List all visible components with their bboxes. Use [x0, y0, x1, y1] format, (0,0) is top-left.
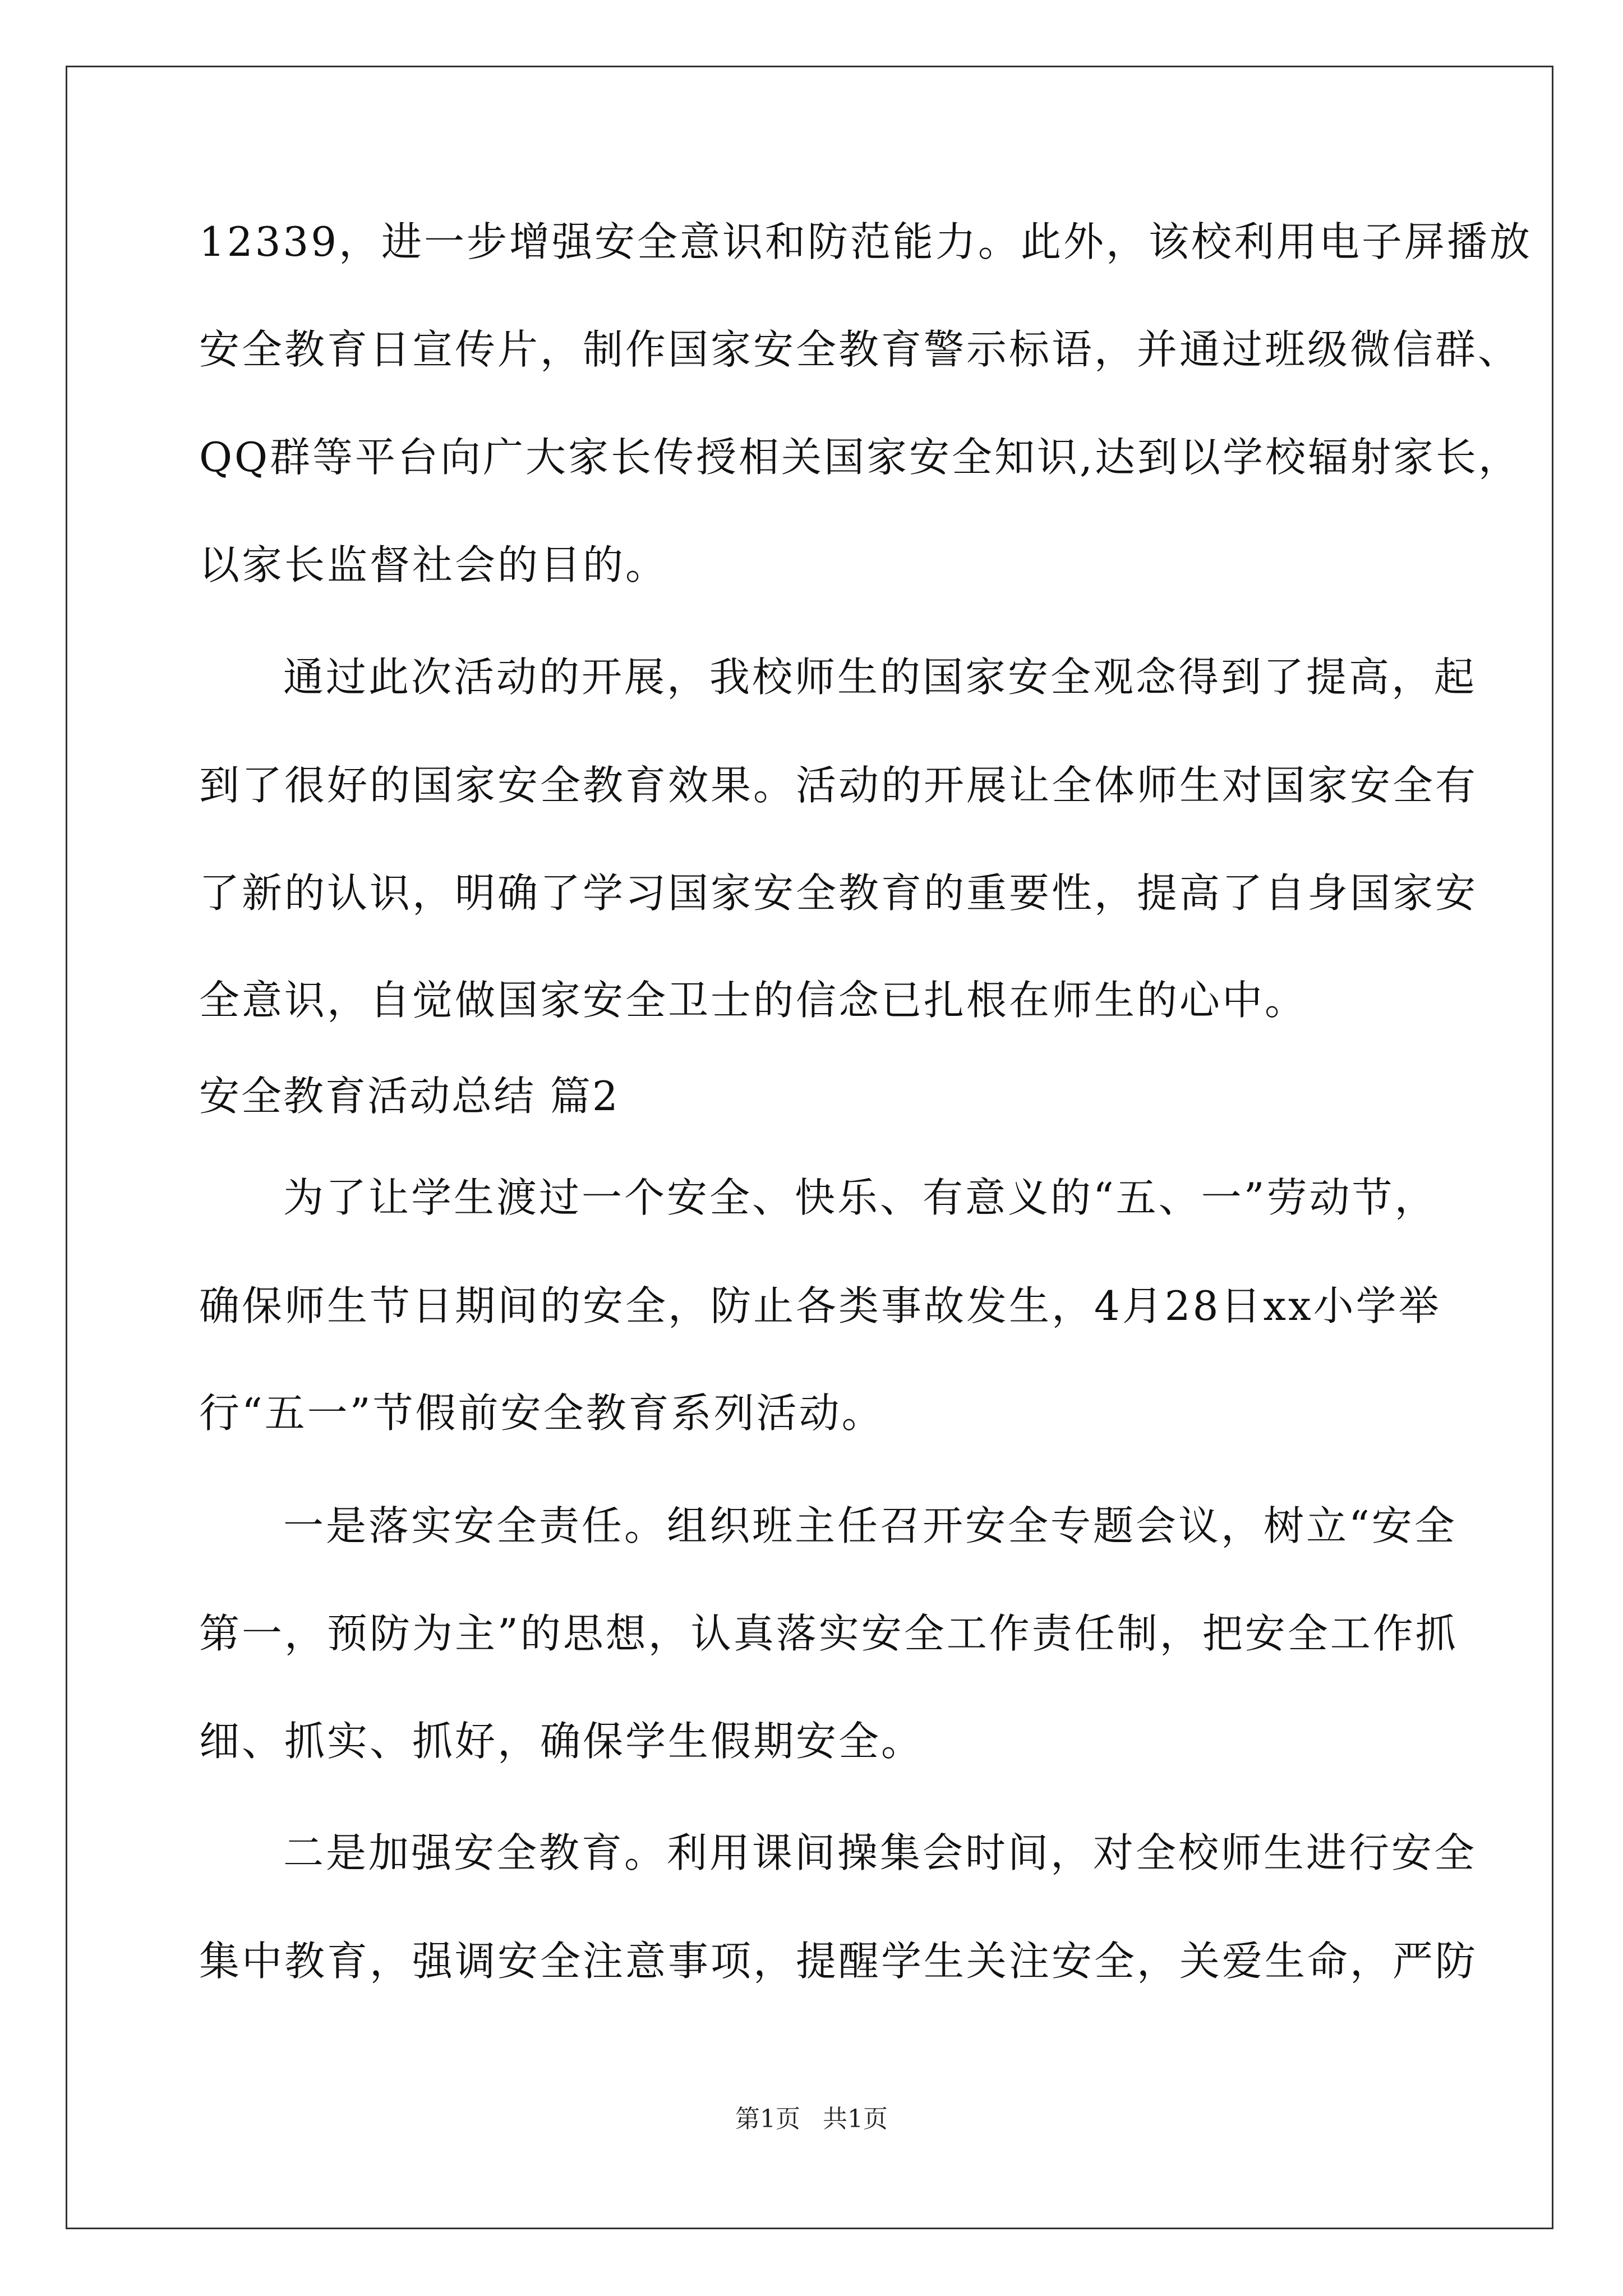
text-line: 安全教育日宣传片，制作国家安全教育警示标语，并通过班级微信群、 — [199, 326, 1521, 373]
page-number: 第1页 — [735, 2105, 800, 2133]
paragraph-first-line: 通过此次活动的开展，我校师生的国家安全观念得到了提高，起 — [283, 654, 1477, 701]
text-line: 第一，预防为主”的思想，认真落实安全工作责任制，把安全工作抓 — [199, 1610, 1458, 1657]
text-line: 细、抓实、抓好，确保学生假期安全。 — [199, 1718, 924, 1765]
paragraph-first-line: 二是加强安全教育。利用课间操集会时间，对全校师生进行安全 — [283, 1829, 1477, 1876]
text-line: 12339，进一步增强安全意识和防范能力。此外，该校利用电子屏播放 — [199, 218, 1533, 265]
text-line: 集中教育，强调安全注意事项，提醒学生关注安全，关爱生命，严防 — [199, 1938, 1478, 1985]
text-line: QQ群等平台向广大家长传授相关国家安全知识,达到以学校辐射家长， — [199, 434, 1521, 481]
text-line: 了新的认识，明确了学习国家安全教育的重要性，提高了自身国家安 — [199, 869, 1478, 917]
page-total: 共1页 — [823, 2105, 888, 2133]
paragraph-first-line: 一是落实安全责任。组织班主任召开安全专题会议，树立“安全 — [283, 1502, 1457, 1549]
page-border — [66, 66, 1553, 2229]
text-line: 以家长监督社会的目的。 — [199, 541, 668, 588]
text-line: 到了很好的国家安全教育效果。活动的开展让全体师生对国家安全有 — [199, 762, 1478, 809]
section-heading: 安全教育活动总结 篇2 — [199, 1073, 620, 1120]
text-line: 全意识，自觉做国家安全卫士的信念已扎根在师生的心中。 — [199, 977, 1308, 1024]
text-line: 确保师生节日期间的安全，防止各类事故发生，4月28日xx小学举 — [199, 1282, 1441, 1329]
paragraph-first-line: 为了让学生渡过一个安全、快乐、有意义的“五、一”劳动节， — [283, 1174, 1437, 1221]
text-line: 行“五一”节假前安全教育系列活动。 — [199, 1389, 884, 1437]
page-footer — [0, 2102, 1623, 2136]
